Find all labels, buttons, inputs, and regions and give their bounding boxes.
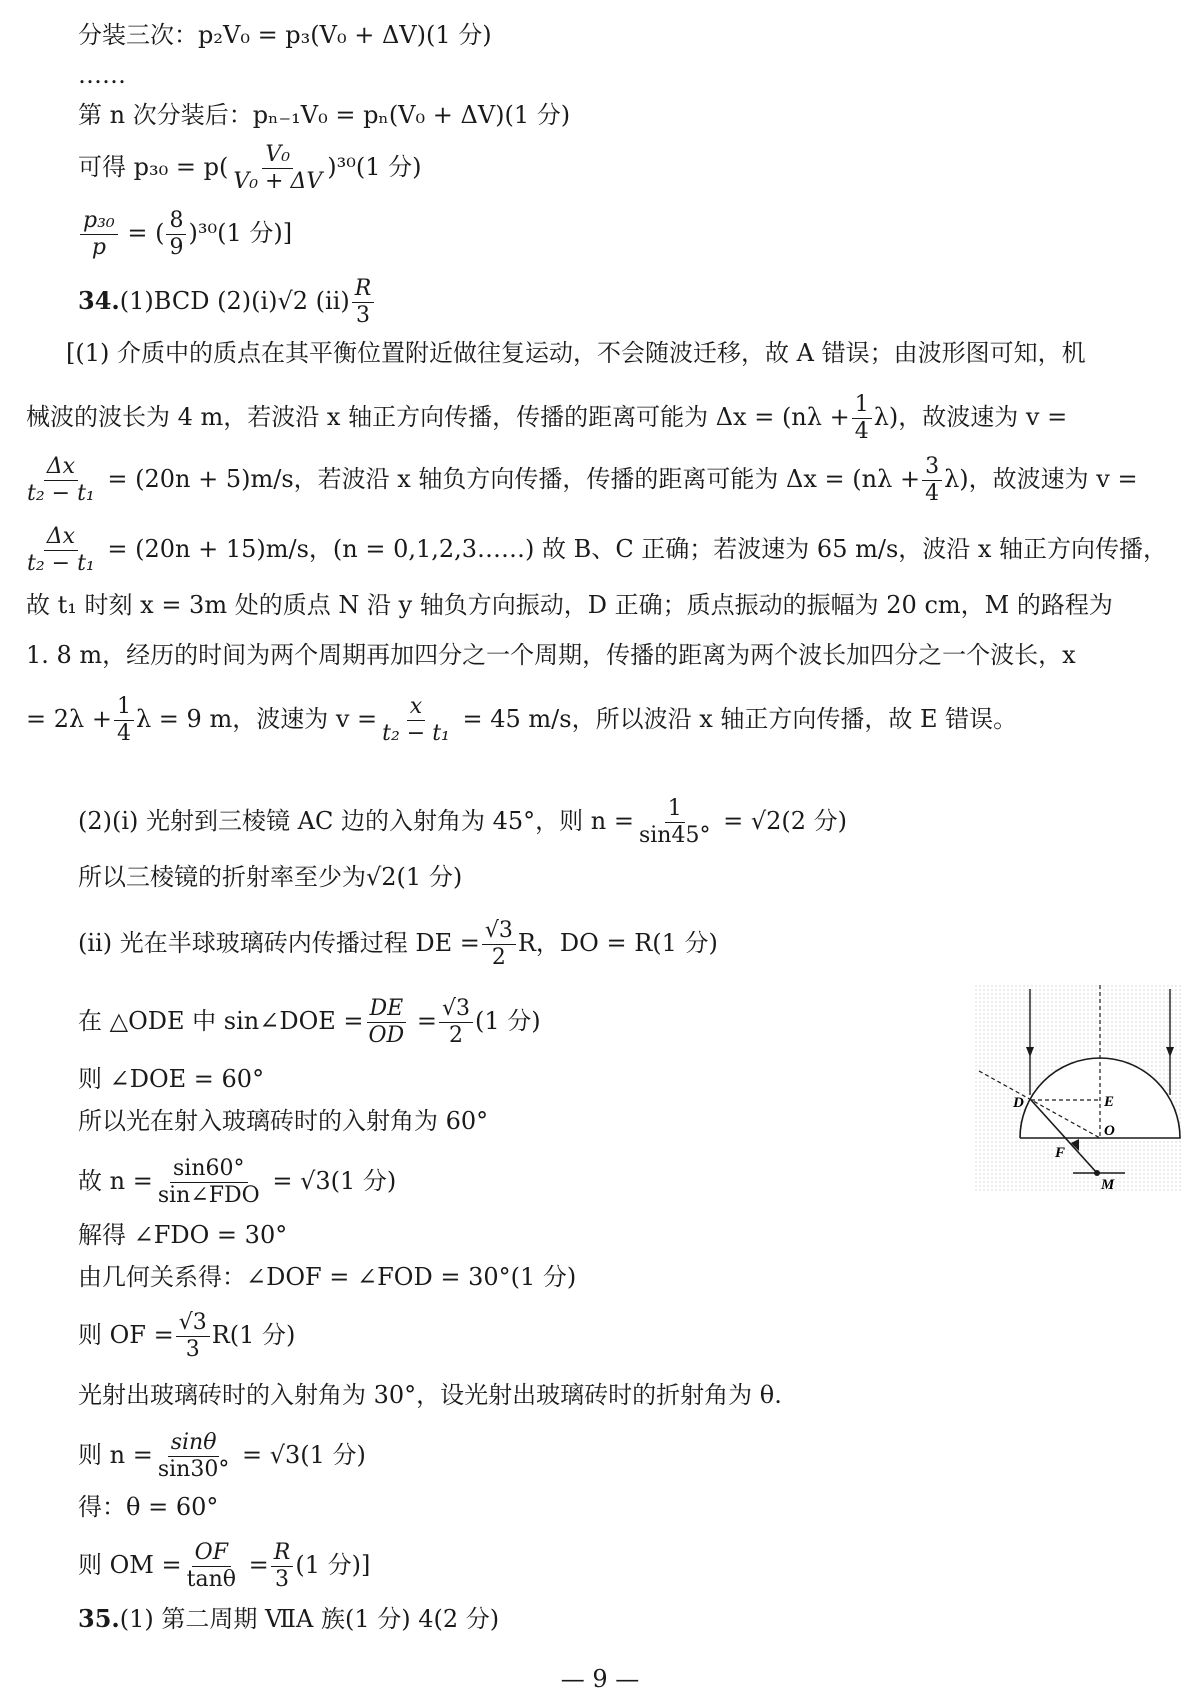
solution-line: 则 ∠DOE = 60°	[78, 1065, 265, 1093]
text: 械波的波长为 4 m，若波沿 x 轴正方向传播，传播的距离可能为 Δx = (nλ +	[26, 403, 850, 431]
fraction-denominator: 4	[116, 721, 131, 746]
text: 故 n =	[78, 1167, 153, 1195]
fraction-denominator: 3	[185, 1337, 200, 1362]
fraction-denominator: 2	[448, 1023, 463, 1048]
text: =	[409, 1007, 437, 1035]
fraction	[352, 276, 375, 329]
solution-line	[78, 1540, 370, 1593]
fraction-numerator: √3	[439, 996, 473, 1023]
fraction-denominator: OD	[368, 1023, 405, 1048]
fraction	[80, 208, 118, 261]
question-number: 34.	[78, 286, 120, 315]
text: λ)，故波速为 v =	[944, 465, 1138, 493]
solution-line: 光射出玻璃砖时的入射角为 30°，设光射出玻璃砖时的折射角为 θ.	[78, 1381, 782, 1409]
fraction-denominator: p	[91, 235, 106, 260]
text: 在 △ODE 中 sin∠DOE =	[78, 1007, 364, 1035]
fraction-numerator: 1	[114, 694, 134, 721]
text: )³⁰(1 分)]	[188, 219, 293, 247]
fraction-denominator: 3	[275, 1567, 290, 1592]
fraction	[114, 694, 134, 747]
fraction-numerator: sin60°	[170, 1156, 248, 1183]
fraction-denominator: 4	[854, 419, 869, 444]
text: (2)(ⅰ) 光射到三棱镜 AC 边的入射角为 45°，则 n =	[78, 807, 634, 835]
text: = 45 m/s，所以波沿 x 轴正方向传播，故 E 错误。	[454, 705, 1018, 733]
fraction-numerator: Δx	[44, 454, 78, 481]
label-e: E	[1104, 1094, 1115, 1110]
answer-line	[78, 276, 376, 329]
label-o: O	[1104, 1123, 1115, 1139]
solution-line	[78, 796, 847, 849]
fraction-numerator: sinθ	[168, 1430, 220, 1457]
text: (1) 第二周期 ⅦA 族(1 分) 4(2 分)	[119, 1605, 500, 1633]
text: 则 OM =	[78, 1551, 182, 1579]
fraction-denominator: tanθ	[186, 1567, 236, 1592]
fraction	[922, 454, 942, 507]
formula-line	[78, 142, 421, 195]
fraction-numerator: p₃₀	[80, 208, 118, 235]
answer-line	[78, 1604, 499, 1634]
solution-line	[78, 918, 718, 971]
optics-diagram	[975, 985, 1181, 1191]
solution-line	[78, 996, 541, 1049]
fraction-denominator: 4	[925, 481, 940, 506]
point-m	[1094, 1170, 1100, 1176]
text: =	[241, 1551, 269, 1579]
fraction	[379, 694, 453, 747]
text: = (	[119, 219, 165, 247]
text: = √3(1 分)	[264, 1167, 397, 1195]
fraction-numerator: 3	[922, 454, 942, 481]
text: = (20n + 15)m/s，(n = 0,1,2,3……) 故 B、C 正确；若波速为 65 m/s，波沿 x 轴正方向传播，	[99, 535, 1168, 563]
text: R，DO = R(1 分)	[517, 929, 718, 957]
fraction-denominator: 9	[169, 235, 184, 260]
paragraph-line	[22, 454, 1138, 507]
solution-line: 所以光在射入玻璃砖时的入射角为 60°	[78, 1107, 489, 1135]
fraction-numerator: √3	[482, 918, 516, 945]
text-line: 第 n 次分装后：pₙ₋₁V₀ = pₙ(V₀ + ΔV)(1 分)	[78, 101, 571, 129]
text: = (20n + 5)m/s，若波沿 x 轴负方向传播，传播的距离可能为 Δx = (nλ +	[99, 465, 921, 493]
fraction-denominator: V₀ + ΔV	[233, 169, 323, 194]
text: = 2λ +	[26, 705, 112, 733]
fraction-numerator: 1	[665, 796, 685, 823]
text: (1 分)	[474, 1007, 541, 1035]
ellipsis-line: ……	[78, 61, 126, 89]
text: (ⅱ) 光在半球玻璃砖内传播过程 DE =	[78, 929, 480, 957]
fraction-denominator: t₂ − t₁	[382, 721, 450, 746]
fraction-denominator: sin∠FDO	[157, 1183, 260, 1208]
fraction-numerator: 1	[852, 392, 872, 419]
fraction-denominator: 2	[491, 945, 506, 970]
paragraph-line	[26, 694, 1017, 747]
label-m: M	[1101, 1177, 1115, 1191]
solution-line: 解得 ∠FDO = 30°	[78, 1221, 288, 1249]
question-number: 35.	[78, 1604, 120, 1633]
solution-line	[78, 1430, 366, 1483]
text: 则 OF =	[78, 1321, 174, 1349]
label-f: F	[1055, 1145, 1066, 1161]
formula-line	[78, 208, 292, 261]
fraction-numerator: Δx	[44, 524, 78, 551]
fraction	[852, 392, 872, 445]
fraction	[271, 1540, 294, 1593]
fraction-numerator: 8	[166, 208, 186, 235]
fraction	[482, 918, 516, 971]
fraction-numerator: R	[352, 276, 375, 303]
page-number: — 9 —	[560, 1665, 640, 1693]
fraction-denominator: t₂ − t₁	[27, 551, 95, 576]
text: = √2(2 分)	[715, 807, 848, 835]
paragraph-line: 故 t₁ 时刻 x = 3m 处的质点 N 沿 y 轴负方向振动，D 正确；质点振动的振幅为 20 cm，M 的路程为	[26, 591, 1113, 619]
paragraph-line: 1. 8 m，经历的时间为两个周期再加四分之一个周期，传播的距离为两个波长加四分之一个波长，x	[26, 641, 1076, 669]
solution-line: 得：θ = 60°	[78, 1493, 219, 1521]
fraction	[636, 796, 714, 849]
fraction-numerator: V₀	[262, 142, 293, 169]
fraction	[176, 1310, 210, 1363]
fraction-denominator: sin45°	[638, 823, 711, 848]
paragraph-line: [(1) 介质中的质点在其平衡位置附近做往复运动，不会随波迁移，故 A 错误；由波形图可知，机	[66, 339, 1086, 367]
solution-line	[78, 1156, 396, 1209]
fraction	[24, 524, 98, 577]
solution-line: 由几何关系得：∠DOF = ∠FOD = 30°(1 分)	[78, 1263, 577, 1291]
fraction-denominator: t₂ − t₁	[27, 481, 95, 506]
fraction-numerator: R	[271, 1540, 294, 1567]
fraction	[24, 454, 98, 507]
text: λ = 9 m，波速为 v =	[135, 705, 378, 733]
text-line: 分装三次：p₂V₀ = p₃(V₀ + ΔV)(1 分)	[78, 21, 492, 49]
paragraph-line	[26, 392, 1067, 445]
text: 可得 p₃₀ = p(	[78, 153, 229, 181]
text: 则 n =	[78, 1441, 153, 1469]
solution-line	[78, 1310, 295, 1363]
text: R(1 分)	[211, 1321, 296, 1349]
text: (1)BCD (2)(ⅰ)√2 (ⅱ)	[119, 287, 350, 315]
fraction	[366, 996, 408, 1049]
fraction-numerator: x	[407, 694, 425, 721]
paragraph-line	[22, 524, 1167, 577]
fraction	[166, 208, 186, 261]
fraction-numerator: DE	[367, 996, 407, 1023]
fraction-numerator: OF	[192, 1540, 231, 1567]
fraction-denominator: sin30°	[157, 1457, 230, 1482]
fraction	[184, 1540, 239, 1593]
fraction	[155, 1430, 233, 1483]
text: = √3(1 分)	[234, 1441, 366, 1469]
text: λ)，故波速为 v =	[873, 403, 1068, 431]
fraction-numerator: √3	[176, 1310, 210, 1337]
text: )³⁰(1 分)	[327, 153, 422, 181]
label-d: D	[1013, 1095, 1024, 1111]
fraction	[439, 996, 473, 1049]
fraction	[230, 142, 325, 195]
text: (1 分)]	[295, 1551, 371, 1579]
fraction	[155, 1156, 263, 1209]
fraction-denominator: 3	[356, 303, 371, 328]
solution-line: 所以三棱镜的折射率至少为√2(1 分)	[78, 863, 463, 891]
